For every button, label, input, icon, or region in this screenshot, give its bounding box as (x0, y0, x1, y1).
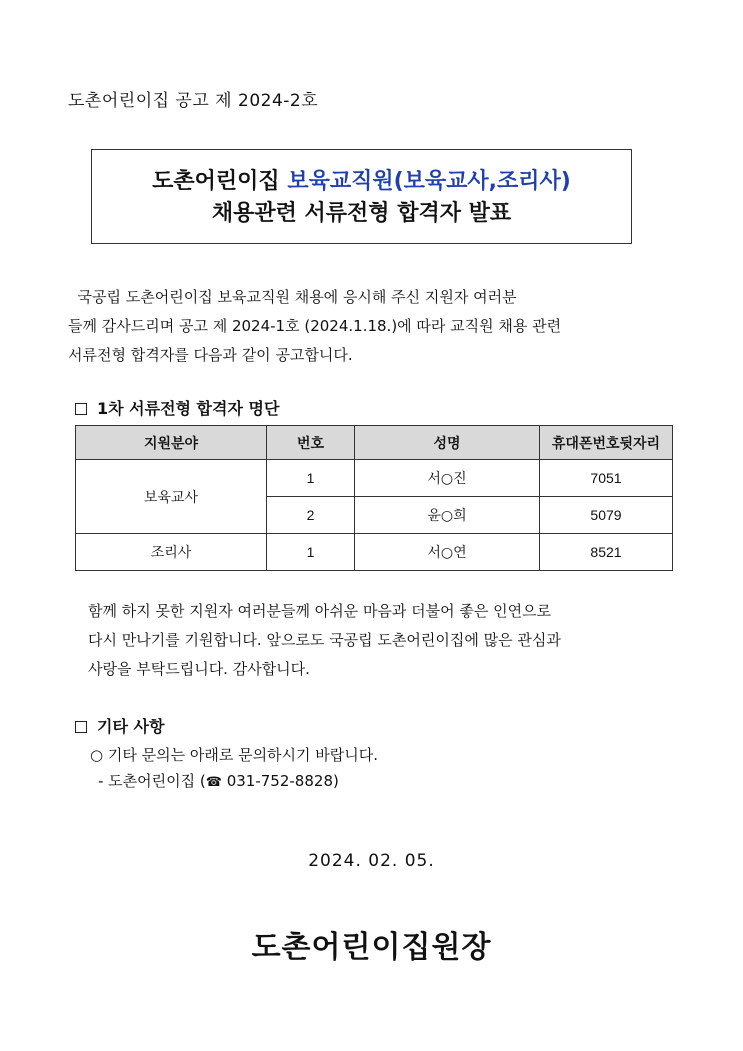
section1-heading-text: 1차 서류전형 합격자 명단 (97, 399, 280, 418)
title-box (91, 149, 632, 244)
closing-line: 사랑을 부탁드립니다. 감사합니다. (88, 660, 310, 678)
cell-number: 1 (267, 460, 355, 497)
table-row (76, 534, 673, 571)
title-line2: 채용관련 서류전형 합격자 발표 (211, 201, 512, 226)
applicant-table (75, 425, 673, 571)
checkbox-icon (75, 721, 87, 733)
contact-prefix: - 도촌어린이집 ( (98, 772, 206, 790)
header-phone: 휴대폰번호뒷자리 (540, 426, 673, 460)
cell-name: 서○진 (355, 460, 540, 497)
table-header-row (76, 426, 673, 460)
intro-line: 서류전형 합격자를 다음과 같이 공고합니다. (68, 346, 353, 364)
cell-phone: 8521 (540, 534, 673, 571)
header-name: 성명 (355, 426, 540, 460)
cell-phone: 5079 (540, 497, 673, 534)
intro-paragraph (68, 283, 668, 370)
title-line1 (92, 167, 631, 197)
title-prefix: 도촌어린이집 (152, 169, 288, 194)
contact-number: 031-752-8828) (221, 772, 339, 790)
header-number: 번호 (267, 426, 355, 460)
notice-date: 2024. 02. 05. (308, 851, 435, 871)
closing-line: 함께 하지 못한 지원자 여러분들께 아쉬운 마음과 더불어 좋은 인연으로 (88, 602, 552, 620)
cell-phone: 7051 (540, 460, 673, 497)
cell-name: 서○연 (355, 534, 540, 571)
closing-line: 다시 만나기를 기원합니다. 앞으로도 국공립 도촌어린이집에 많은 관심과 (88, 631, 561, 649)
checkbox-icon (75, 403, 87, 415)
title-accent: 보육교직원(보육교사,조리사) (287, 169, 571, 194)
cell-number: 2 (267, 497, 355, 534)
intro-line: 들께 감사드리며 공고 제 2024-1호 (2024.1.18.)에 따라 교직원 채용 관련 (68, 317, 562, 335)
cell-field: 보육교사 (76, 460, 267, 534)
header-field: 지원분야 (76, 426, 267, 460)
cell-number: 1 (267, 534, 355, 571)
etc-item: ○ 기타 문의는 아래로 문의하시기 바랍니다. (90, 746, 379, 764)
section1-heading (75, 396, 279, 419)
cell-name: 윤○희 (355, 497, 540, 534)
section2-heading (75, 714, 164, 737)
section2-heading-text: 기타 사항 (97, 717, 165, 736)
cell-field: 조리사 (76, 534, 267, 571)
table-row (76, 460, 673, 497)
closing-paragraph (88, 597, 688, 684)
phone-icon: ☎ (205, 775, 222, 790)
signer-title: 도촌어린이집원장 (251, 930, 492, 965)
intro-line: 국공립 도촌어린이집 보육교직원 채용에 응시해 주신 지원자 여러분 (68, 288, 517, 306)
etc-contact (98, 768, 339, 796)
notice-number: 도촌어린이집 공고 제 2024-2호 (68, 91, 319, 111)
